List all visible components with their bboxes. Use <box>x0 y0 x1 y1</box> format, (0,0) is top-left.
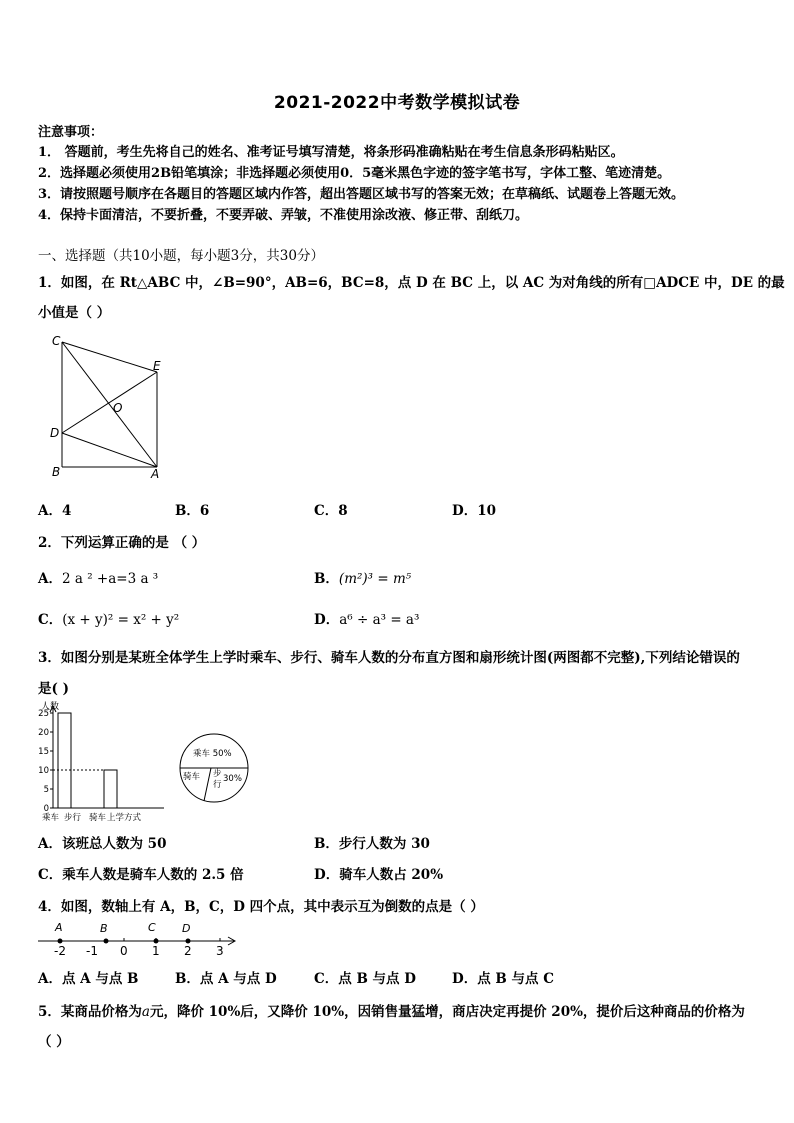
q3-stem-line1: 3．如图分别是某班全体学生上学时乘车、步行、骑车人数的分布直方图和扇形统计图(两图都不完整),下列结论错误的 <box>38 650 740 666</box>
y-tick-label: 10 <box>38 766 49 776</box>
q1-figure <box>44 332 176 480</box>
point-a <box>58 939 63 944</box>
q4-option-c[interactable]: C．点 B 与点 D <box>314 971 416 987</box>
x-label-walk: 步行 <box>64 813 82 823</box>
q2-option-d[interactable] <box>314 608 419 628</box>
bar-1 <box>58 713 71 808</box>
point-label-b: B <box>100 922 108 935</box>
q2-option-a[interactable] <box>38 567 158 587</box>
q5-stem-line2: （ ） <box>38 1034 70 1050</box>
y-axis-title: 人数 <box>41 702 60 712</box>
q1-option-c[interactable]: C．8 <box>314 503 348 519</box>
q2-c-expression: (x + y)² = x² + y² <box>62 612 180 628</box>
q1-option-a[interactable]: A．4 <box>38 503 72 519</box>
q1-option-d[interactable]: D．10 <box>452 503 496 519</box>
q2-a-expression: 2 a ² +a=3 a ³ <box>61 571 159 587</box>
notice-item: 4．保持卡面清洁，不要折叠，不要弄破、弄皱，不准使用涂改液、修正带、刮纸刀。 <box>38 208 529 223</box>
x-label-ride: 乘车 <box>42 813 60 823</box>
option-letter: D． <box>314 612 340 628</box>
label-a: A <box>151 467 160 480</box>
point-c <box>154 939 159 944</box>
y-tick-label: 0 <box>43 804 49 814</box>
pie-label-walk: 行 <box>213 780 222 790</box>
notice-item: 2．选择题必须使用2B铅笔填涂；非选择题必须使用0．5毫米黑色字迹的签字笔书写，字体工整、笔迹清楚。 <box>38 166 671 181</box>
tick-label: 1 <box>152 944 160 958</box>
q4-option-d[interactable]: D．点 B 与点 C <box>452 971 554 987</box>
q4-option-b[interactable]: B．点 A 与点 D <box>175 971 277 987</box>
q1-stem-line2: 小值是（ ） <box>38 305 111 321</box>
point-b <box>104 939 109 944</box>
point-label-d: D <box>182 922 191 935</box>
x-label-bike: 骑车 <box>89 813 107 823</box>
option-letter: C． <box>38 612 63 628</box>
q5-text-pre: 5．某商品价格为 <box>38 1004 142 1020</box>
notice-item: 1． 答题前，考生先将自己的姓名、准考证号填写清楚，将条形码准确粘贴在考生信息条形码粘贴区。 <box>38 145 624 160</box>
q5-stem-line1 <box>38 1000 745 1020</box>
q3-option-d[interactable]: D．骑车人数占 20% <box>314 867 444 883</box>
notice-heading: 注意事项： <box>38 125 104 140</box>
pie-label-ride: 乘车 50% <box>193 749 232 759</box>
q3-stem-line2: 是( ) <box>38 681 69 697</box>
q5-text-post: 元，降价 10%后，又降价 10%，因销售量猛增，商店决定再提价 20%，提价后这种商品的价格为 <box>149 1004 745 1020</box>
q3-pie-chart <box>176 732 252 804</box>
page-title: 2021-2022中考数学模拟试卷 <box>273 93 521 113</box>
pie-label-walk-pct: 30% <box>223 774 242 784</box>
q2-option-b[interactable] <box>314 567 411 587</box>
pie-label-bike: 骑车 <box>183 772 201 782</box>
option-letter: A． <box>38 571 62 587</box>
point-label-a: A <box>55 921 63 934</box>
q3-option-b[interactable]: B．步行人数为 30 <box>314 836 430 852</box>
y-tick-label: 20 <box>38 728 49 738</box>
q3-bar-chart <box>36 700 168 826</box>
label-c: C <box>52 334 61 348</box>
y-tick-label: 5 <box>43 785 49 795</box>
pie-label-walk: 步 <box>213 769 222 779</box>
q3-option-a[interactable]: A．该班总人数为 50 <box>38 836 167 852</box>
q1-option-b[interactable]: B．6 <box>175 503 210 519</box>
q2-option-c[interactable] <box>38 608 179 628</box>
label-e: E <box>153 359 161 373</box>
tick-label: 2 <box>184 944 192 958</box>
q3-option-c[interactable]: C．乘车人数是骑车人数的 2.5 倍 <box>38 867 244 883</box>
option-letter: B． <box>314 571 339 587</box>
q4-stem: 4．如图，数轴上有 A，B，C，D 四个点，其中表示互为倒数的点是（ ） <box>38 899 484 915</box>
y-tick-label: 15 <box>38 747 49 757</box>
tick-label: -2 <box>54 944 66 958</box>
q1-stem-line1: 1．如图，在 Rt△ABC 中，∠B=90°，AB=6，BC=8，点 D 在 BC 上，以 AC 为对角线的所有□ADCE 中，DE 的最 <box>38 275 785 291</box>
bar-3 <box>104 770 117 808</box>
tick-label: -1 <box>86 944 98 958</box>
notice-item: 3．请按照题号顺序在各题目的答题区域内作答，超出答题区域书写的答案无效；在草稿纸、试题卷上答题无效。 <box>38 187 685 202</box>
q2-stem: 2．下列运算正确的是 （ ） <box>38 535 206 551</box>
q2-b-expression: (m²)³ = m⁵ <box>338 571 412 587</box>
tick-label: 0 <box>120 944 128 958</box>
label-b: B <box>52 465 61 479</box>
section-heading: 一、选择题（共10小题，每小题3分，共30分） <box>38 248 324 264</box>
x-axis-title: 上学方式 <box>107 813 142 823</box>
point-d <box>186 939 191 944</box>
q4-number-line <box>36 918 242 958</box>
y-tick-label: 25 <box>38 709 49 719</box>
label-o: O <box>113 401 123 415</box>
q2-d-expression: a⁶ ÷ a³ = a³ <box>339 612 420 628</box>
tick-label: 3 <box>216 944 224 958</box>
q4-option-a[interactable]: A．点 A 与点 B <box>38 971 139 987</box>
label-d: D <box>50 426 60 440</box>
pie-slice-divider <box>204 768 211 801</box>
point-label-c: C <box>148 921 156 934</box>
q5-variable: a <box>141 1004 150 1020</box>
